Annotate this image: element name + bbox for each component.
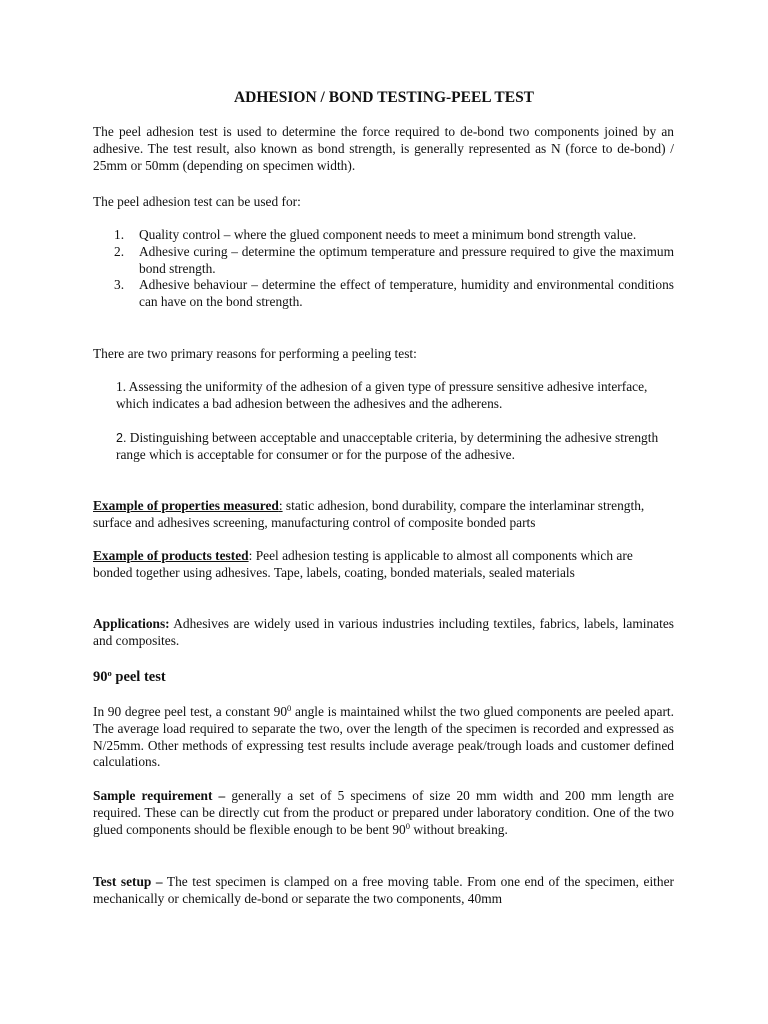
section-heading-90-peel: 90$^o$ peel test (93, 668, 166, 685)
uses-list (93, 227, 674, 311)
sample-requirement-label: Sample requirement – (93, 788, 226, 803)
properties-label: Example of properties measured (93, 498, 279, 513)
properties-paragraph: Example of properties measured: static adhesion, bond durability, compare the interlaminar strength, surface and adhesives screening, manufacturing control of composite bonded parts (93, 498, 645, 530)
list-item: 2. Adhesive curing – determine the optimum temperature and pressure required to give the maximum bond strength. (114, 243, 674, 276)
reason-item: 2. Distinguishing between acceptable and unacceptable criteria, by determining the adhesive strength range which is acceptable for consumer or for the purpose of the adhesive. (116, 430, 659, 462)
test-setup-paragraph: Test setup – The test specimen is clamped on a free moving table. From one end of the specimen, either mechanically or chemically de-bond or separate the two components, 40mm (93, 874, 674, 906)
page-title: ADHESION / BOND TESTING-PEEL TEST (233, 89, 535, 106)
intro-paragraph: The peel adhesion test is used to determine the force required to de-bond two components joined by an adhesive. The test result, also known as bond strength, is generally represented as N (force to de-bond) / 25mm or 50mm (depending on specimen width). (93, 124, 674, 173)
sample-requirement-paragraph: Sample requirement – generally a set of 5 specimens of size 20 mm width and 200 mm length are required. These can be directly cut from the product or prepared under laboratory condition. One of the two glued components should be flexible enough to be bent $90^0$ without breaking. (93, 788, 674, 837)
products-label: Example of products tested (93, 548, 249, 563)
reasons-intro: There are two primary reasons for performing a peeling test: (93, 346, 417, 361)
peel90-paragraph: In 90 degree peel test, a constant $90^0$ angle is maintained whilst the two glued components are peeled apart. The average load required to separate the two, over the length of the specimen is recorded and expressed as N/25mm. Other methods of expressing test results include average peak/trough loads and customer defined calculations. (93, 703, 674, 770)
list-item: 1. Quality control – where the glued component needs to meet a minimum bond strength value. (114, 227, 637, 242)
uses-intro: The peel adhesion test can be used for: (93, 194, 301, 209)
products-paragraph: Example of products tested: Peel adhesion testing is applicable to almost all components which are bonded together using adhesives. Tape, labels, coating, bonded materials, sealed materials (93, 548, 633, 580)
test-setup-label: Test setup – (93, 874, 163, 889)
reason-item: 1. Assessing the uniformity of the adhesion of a given type of pressure sensitive adhesive interface, which indicates a bad adhesion between the adhesives and the adherens. (116, 379, 648, 411)
applications-label: Applications: (93, 616, 170, 631)
list-item: 3. Adhesive behaviour – determine the effect of temperature, humidity and environmental conditions can have on the bond strength. (114, 277, 674, 310)
applications-paragraph: Applications: Adhesives are widely used in various industries including textiles, fabrics, labels, laminates and composites. (93, 616, 674, 648)
